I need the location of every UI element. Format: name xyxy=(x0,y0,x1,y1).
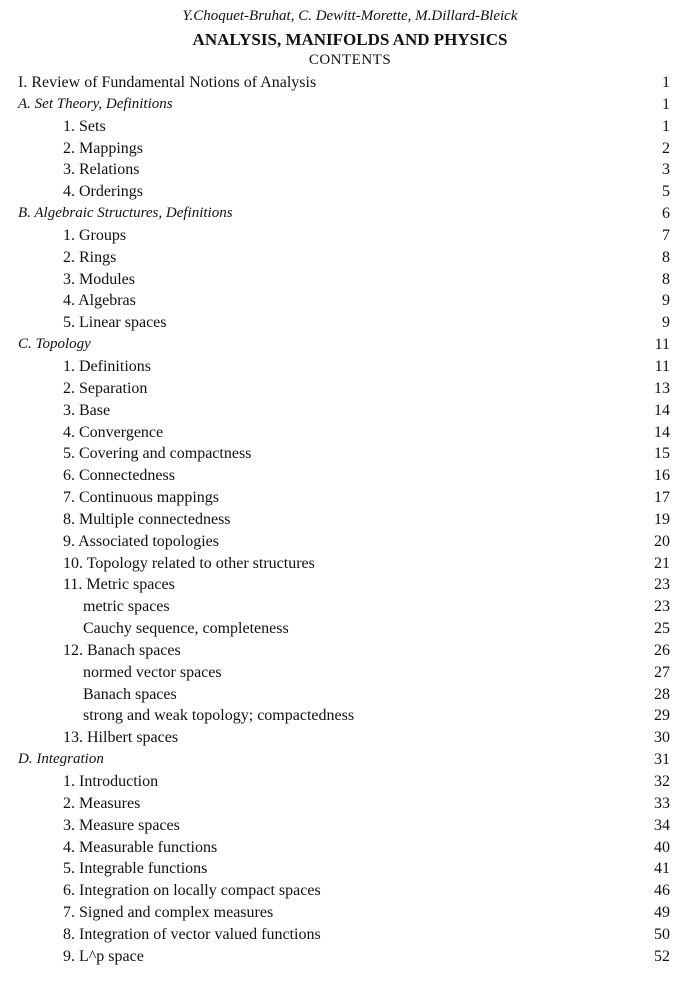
toc-page-number: 31 xyxy=(654,751,670,769)
toc-entry-title: 13. Hilbert spaces xyxy=(63,729,179,747)
toc-entry-item xyxy=(0,269,700,291)
toc-entry-title: 4. Algebras xyxy=(63,292,136,310)
toc-page-number: 26 xyxy=(654,641,670,659)
toc-entry-item xyxy=(0,771,700,793)
toc-entry-item xyxy=(0,531,700,553)
toc-page-number: 21 xyxy=(654,554,670,572)
toc-entry-title: 2. Measures xyxy=(63,794,141,812)
toc-page-number: 28 xyxy=(654,685,670,703)
toc-page-number: 19 xyxy=(654,510,670,528)
toc-page-number: 46 xyxy=(654,882,670,900)
table-of-contents xyxy=(0,72,700,968)
toc-entry-item xyxy=(0,793,700,815)
toc-entry-item xyxy=(0,116,700,138)
toc-entry-item xyxy=(0,465,700,487)
toc-entry-sub xyxy=(0,618,700,640)
toc-entry-item xyxy=(0,727,700,749)
toc-page-number: 15 xyxy=(654,445,670,463)
toc-page-number: 29 xyxy=(654,707,670,725)
toc-entry-title: 1. Definitions xyxy=(63,357,151,375)
toc-entry-title: strong and weak topology; compactedness xyxy=(83,707,355,725)
toc-entry-title: normed vector spaces xyxy=(83,663,222,681)
toc-entry-section xyxy=(0,749,700,771)
toc-page-number: 9 xyxy=(662,292,670,310)
toc-entry-item xyxy=(0,443,700,465)
toc-entry-title: 1. Introduction xyxy=(63,773,159,790)
toc-entry-section xyxy=(0,94,700,116)
toc-page-number: 11 xyxy=(654,336,670,354)
toc-entry-title: D. Integration xyxy=(18,751,104,768)
toc-page-number: 11 xyxy=(654,357,670,375)
toc-entry-title: 8. Integration of vector valued functions xyxy=(63,925,321,943)
toc-entry-title: 4. Measurable functions xyxy=(63,838,218,856)
toc-page-number: 27 xyxy=(654,663,670,681)
toc-page-number: 3 xyxy=(662,161,670,179)
toc-entry-item xyxy=(0,815,700,837)
toc-entry-item xyxy=(0,356,700,378)
toc-entry-item xyxy=(0,247,700,269)
contents-heading: CONTENTS xyxy=(308,52,392,68)
toc-entry-title: 1. Sets xyxy=(63,117,106,135)
toc-entry-item xyxy=(0,138,700,160)
toc-entry-title: 10. Topology related to other structures xyxy=(63,554,315,572)
toc-entry-item xyxy=(0,574,700,596)
toc-entry-item xyxy=(0,924,700,946)
toc-page-number: 2 xyxy=(662,139,670,157)
toc-page-number: 25 xyxy=(654,620,670,638)
toc-entry-item xyxy=(0,181,700,203)
toc-entry-section xyxy=(0,203,700,225)
toc-page-number: 40 xyxy=(654,838,670,856)
toc-entry-title: 6. Connectedness xyxy=(63,467,175,485)
toc-page-number: 50 xyxy=(654,925,670,943)
toc-page-number: 32 xyxy=(654,773,670,790)
toc-entry-title: metric spaces xyxy=(83,598,170,616)
toc-entry-title: 7. Continuous mappings xyxy=(63,489,220,507)
toc-page-number: 6 xyxy=(662,205,670,223)
toc-page-number: 1 xyxy=(662,95,670,113)
toc-entry-sub xyxy=(0,596,700,618)
toc-entry-title: 7. Signed and complex measures xyxy=(63,904,274,922)
authors-line: Y.Choquet-Bruhat, C. Dewitt-Morette, M.Dillard-Bleick xyxy=(182,8,518,24)
toc-page-number: 20 xyxy=(654,532,670,550)
toc-page-number: 23 xyxy=(654,576,670,594)
toc-page-number: 14 xyxy=(654,423,670,441)
toc-entry-item xyxy=(0,837,700,859)
toc-entry-item xyxy=(0,487,700,509)
toc-page-number: 16 xyxy=(654,467,670,485)
toc-page-number: 8 xyxy=(662,270,670,288)
toc-page-number: 33 xyxy=(654,794,670,812)
toc-entry-title: B. Algebraic Structures, Definitions xyxy=(18,205,233,222)
toc-entry-item xyxy=(0,858,700,880)
toc-entry-item xyxy=(0,400,700,422)
toc-page-number: 9 xyxy=(662,314,670,332)
toc-page-number: 49 xyxy=(654,904,670,922)
toc-page-number: 14 xyxy=(654,401,670,419)
toc-entry-item xyxy=(0,553,700,575)
toc-entry-title: 4. Convergence xyxy=(63,423,164,441)
toc-page-number: 41 xyxy=(654,860,670,878)
toc-entry-item xyxy=(0,946,700,968)
toc-page-number: 23 xyxy=(654,598,670,616)
toc-entry-title: 2. Mappings xyxy=(63,139,143,157)
toc-entry-item xyxy=(0,159,700,181)
toc-entry-title: 11. Metric spaces xyxy=(63,576,175,594)
toc-entry-title: 3. Base xyxy=(63,401,111,419)
toc-entry-title: A. Set Theory, Definitions xyxy=(18,95,173,112)
toc-entry-item xyxy=(0,880,700,902)
toc-entry-item xyxy=(0,225,700,247)
toc-entry-title: C. Topology xyxy=(18,336,91,353)
toc-entry-chapter xyxy=(0,72,700,94)
toc-entry-title: I. Review of Fundamental Notions of Analysis xyxy=(18,74,317,91)
toc-entry-item xyxy=(0,290,700,312)
toc-entry-title: 3. Relations xyxy=(63,161,140,179)
toc-page-number: 30 xyxy=(654,729,670,747)
toc-entry-title: Banach spaces xyxy=(83,685,177,703)
toc-entry-title: 4. Orderings xyxy=(63,183,143,201)
toc-entry-title: 2. Separation xyxy=(63,379,148,397)
toc-entry-title: 2. Rings xyxy=(63,248,117,266)
toc-page-number: 17 xyxy=(654,489,670,507)
toc-entry-title: 1. Groups xyxy=(63,226,127,244)
toc-entry-sub xyxy=(0,662,700,684)
toc-page-number: 8 xyxy=(662,248,670,266)
toc-entry-title: Cauchy sequence, completeness xyxy=(83,620,289,638)
toc-entry-item xyxy=(0,509,700,531)
toc-page-number: 5 xyxy=(662,183,670,201)
toc-entry-item xyxy=(0,422,700,444)
toc-page-number: 1 xyxy=(662,117,670,135)
toc-entry-title: 5. Covering and compactness xyxy=(63,445,252,463)
toc-entry-title: 8. Multiple connectedness xyxy=(63,510,231,528)
toc-page-number: 52 xyxy=(654,947,670,965)
toc-entry-item xyxy=(0,902,700,924)
toc-page-number: 1 xyxy=(662,74,670,91)
toc-entry-item xyxy=(0,640,700,662)
toc-page-number: 13 xyxy=(654,379,670,397)
toc-entry-section xyxy=(0,334,700,356)
toc-entry-title: 9. Associated topologies xyxy=(63,532,219,550)
toc-entry-title: 3. Measure spaces xyxy=(63,816,180,834)
toc-entry-title: 9. L^p space xyxy=(63,947,144,965)
toc-entry-sub xyxy=(0,705,700,727)
toc-entry-item xyxy=(0,378,700,400)
toc-entry-title: 5. Linear spaces xyxy=(63,314,167,332)
toc-entry-title: 5. Integrable functions xyxy=(63,860,208,878)
toc-entry-title: 3. Modules xyxy=(63,270,135,288)
book-title: ANALYSIS, MANIFOLDS AND PHYSICS xyxy=(192,30,508,49)
toc-page-number: 34 xyxy=(654,816,670,834)
toc-entry-sub xyxy=(0,684,700,706)
toc-entry-title: 12. Banach spaces xyxy=(63,641,181,659)
toc-page-number: 7 xyxy=(662,226,670,244)
toc-entry-item xyxy=(0,312,700,334)
toc-entry-title: 6. Integration on locally compact spaces xyxy=(63,882,321,900)
